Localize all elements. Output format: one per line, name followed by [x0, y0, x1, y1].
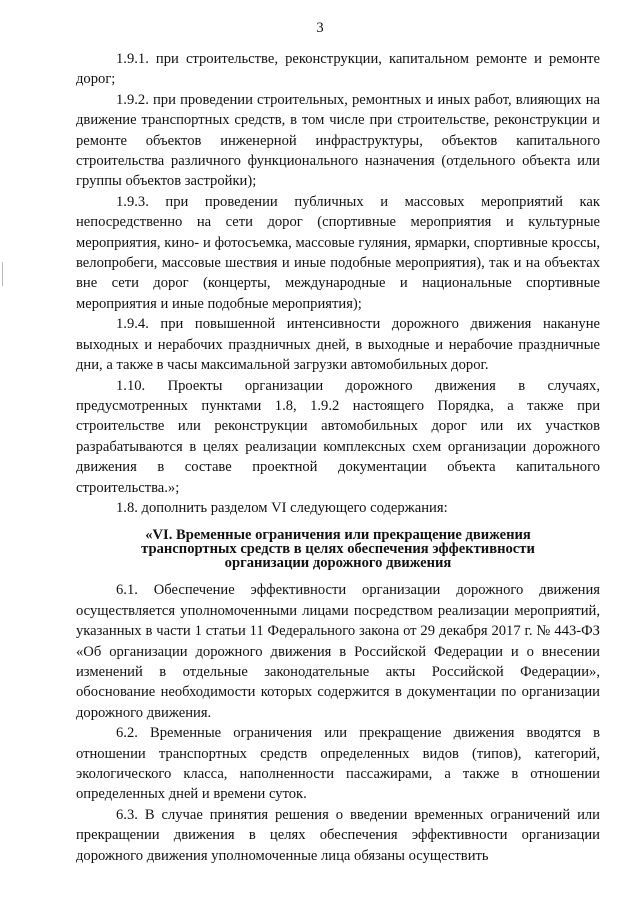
section-heading — [76, 528, 600, 570]
scan-edge-mark — [2, 262, 3, 286]
page-number: 3 — [316, 20, 324, 36]
paragraph-1-8: 1.8. дополнить разделом VI следующего содержания: — [116, 499, 448, 516]
paragraph-6-2: 6.2. Временные ограничения или прекращение движения вводятся в отношении транспортных средств определенных видов (типов), категорий, экологического класса, наполненности пассажирами, а также в отношении определенных дней и времени суток. — [76, 725, 600, 803]
section-heading-line-2: транспортных средств в целях обеспечения эффективности — [141, 541, 535, 558]
paragraph-1-9-3: 1.9.3. при проведении публичных и массовых мероприятий как непосредственно на сети дорог (спортивные мероприятия и культурные мероприятия, кино- и фотосъемка, массовые гуляния, ярмарки, спортивные кроссы, велопробеги, массовые шествия и иные подобные мероприятия), так и на объектах вне сети дорог (концерты, международные и национальные спортивные мероприятия и иные подобные мероприятия); — [76, 193, 600, 312]
document-body — [76, 49, 600, 866]
paragraph-6-3: 6.3. В случае принятия решения о введении временных ограничений или прекращении движения в целях обеспечения эффективности организации дорожного движения уполномоченные лица обязаны осуществить — [76, 806, 600, 864]
paragraph-1-9-4: 1.9.4. при повышенной интенсивности дорожного движения накануне выходных и нерабочих праздничных дней, в выходные и нерабочие праздничные дни, а также в часы максимальной загрузки автомобильных дорог. — [76, 316, 600, 374]
paragraph-1-9-2: 1.9.2. при проведении строительных, ремонтных и иных работ, влияющих на движение транспортных средств, в том числе при строительстве, реконструкции и ремонте объектов инженерной инфраструктуры, объектов капитального строительства различного функционального назначения (отдельного объекта или группы объектов застройки); — [76, 91, 600, 190]
paragraph-1-10: 1.10. Проекты организации дорожного движения в случаях, предусмотренных пунктами 1.8, 1.9.2 настоящего Порядка, а также при строительстве или реконструкции автомобильных дорог или их участков разрабатываются в целях реализации комплексных схем организации дорожного движения в составе проектной документации объекта капитального строительства.»; — [76, 377, 600, 496]
paragraph-6-1: 6.1. Обеспечение эффективности организации дорожного движения осуществляется уполномоченными лицами посредством реализации мероприятий, указанных в части 1 статьи 11 Федерального закона от 29 декабря 2017 г. № 443-ФЗ «Об организации дорожного движения в Российской Федерации и о внесении изменений в отдельные законодательные акты Российской Федерации», обоснование необходимости которых содержится в документации по организации дорожного движения. — [76, 582, 600, 721]
section-heading-line-3: организации дорожного движения — [224, 555, 452, 572]
paragraph-1-9-1: 1.9.1. при строительстве, реконструкции, капитальном ремонте и ремонте дорог; — [76, 51, 600, 88]
section-heading-line-1: «VI. Временные ограничения или прекращение движения — [145, 527, 531, 544]
